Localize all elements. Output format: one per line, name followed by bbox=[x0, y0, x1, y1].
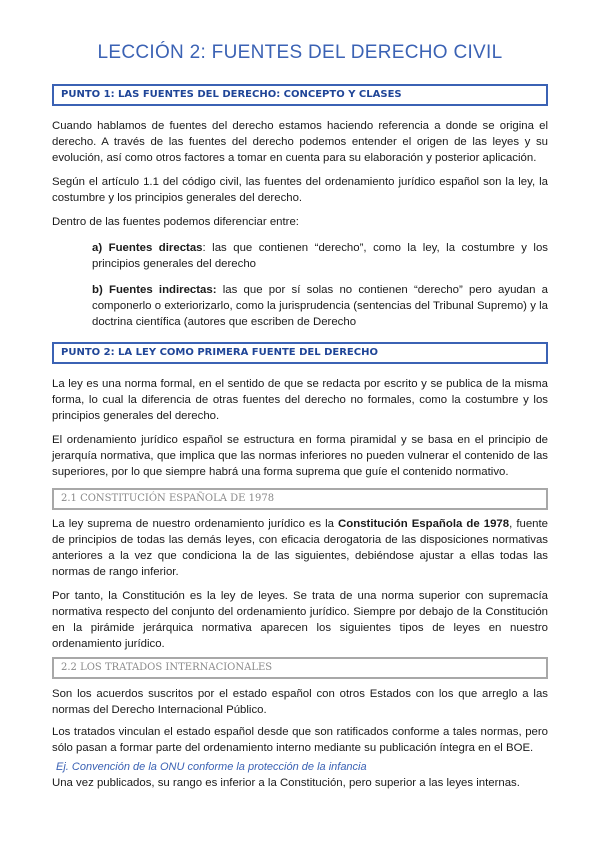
paragraph bbox=[52, 516, 548, 580]
paragraph: Cuando hablamos de fuentes del derecho estamos haciendo referencia a donde se origina el derecho. A través de las fuentes del derecho podemos entender el origen de las leyes y su evolución, así como otros factores a tomar en cuenta para su elaboración y posterior aplicación. bbox=[52, 120, 548, 164]
list-item-label: a) Fuentes directas bbox=[92, 242, 203, 254]
section-heading-punto-2: PUNTO 2: LA LEY COMO PRIMERA FUENTE DEL DERECHO bbox=[52, 342, 548, 364]
paragraph: Una vez publicados, su rango es inferior a la Constitución, pero superior a las leyes internas. bbox=[52, 777, 520, 789]
subsection-heading-2-1: 2.1 CONSTITUCIÓN ESPAÑOLA DE 1978 bbox=[52, 488, 548, 510]
text-run: , fuente de principios de todas las demás leyes, con eficacia derogatoria de las disposiciones normativas anteriores a la vez que condiciona la de las siguientes, debiéndose ajustar a ellas todas las normas de rango inferior. bbox=[52, 518, 549, 578]
subsection-heading-2-2: 2.2 LOS TRATADOS INTERNACIONALES bbox=[52, 657, 548, 679]
list-item-label: b) Fuentes indirectas: bbox=[92, 284, 217, 296]
paragraph: La ley es una norma formal, en el sentido de que se redacta por escrito y se publica de la misma forma, lo cual la diferencia de otras fuentes del derecho no formales, como la costumbre y los principios generales del derecho. bbox=[52, 378, 548, 422]
list-item-fuentes-indirectas bbox=[92, 282, 548, 330]
paragraph: Son los acuerdos suscritos por el estado español con otros Estados con los que arreglo a las normas del Derecho Internacional Público. bbox=[52, 688, 548, 716]
list-item-text: las que por sí solas no contienen “derecho” pero ayudan a componerlo o exteriorizarlo, como la jurisprudencia (sentencias del Tribunal Supremo) y la doctrina científica (autores que escriben de Derecho bbox=[92, 284, 548, 328]
list-item-fuentes-directas bbox=[92, 240, 548, 272]
list-item-text: : las que contienen “derecho”, como la ley, la costumbre y los principios generales del derecho bbox=[92, 242, 548, 270]
paragraph: Dentro de las fuentes podemos diferenciar entre: bbox=[52, 216, 299, 228]
section-heading-punto-1: PUNTO 1: LAS FUENTES DEL DERECHO: CONCEPTO Y CLASES bbox=[52, 84, 548, 106]
emphasis-constitucion: Constitución Española de 1978 bbox=[338, 518, 510, 530]
text-run: La ley suprema de nuestro ordenamiento jurídico es la bbox=[52, 518, 339, 530]
example-note: Ej. Convención de la ONU conforme la protección de la infancia bbox=[56, 761, 367, 773]
paragraph: Según el artículo 1.1 del código civil, las fuentes del ordenamiento jurídico español son la ley, la costumbre y los principios generales del derecho. bbox=[52, 176, 548, 204]
lesson-title: LECCIÓN 2: FUENTES DEL DERECHO CIVIL bbox=[97, 42, 503, 63]
paragraph: Por tanto, la Constitución es la ley de leyes. Se trata de una norma superior con supremacía normativa respecto del conjunto del ordenamiento jurídico. Siempre por debajo de la Constitución en la pirámide jerárquica normativa aparecen los siguientes tipos de leyes en nuestro ordenamiento jurídico. bbox=[52, 590, 548, 650]
paragraph: El ordenamiento jurídico español se estructura en forma piramidal y se basa en el principio de jerarquía normativa, que implica que las normas inferiores no pueden vulnerar el contenido de las superiores, por lo que siempre habrá una forma suprema que guíe el contenido normativo. bbox=[52, 434, 548, 478]
paragraph: Los tratados vinculan el estado español desde que son ratificados conforme a tales normas, pero sólo pasan a formar parte del ordenamiento interno mediante su publicación íntegra en el BOE. bbox=[52, 726, 548, 754]
